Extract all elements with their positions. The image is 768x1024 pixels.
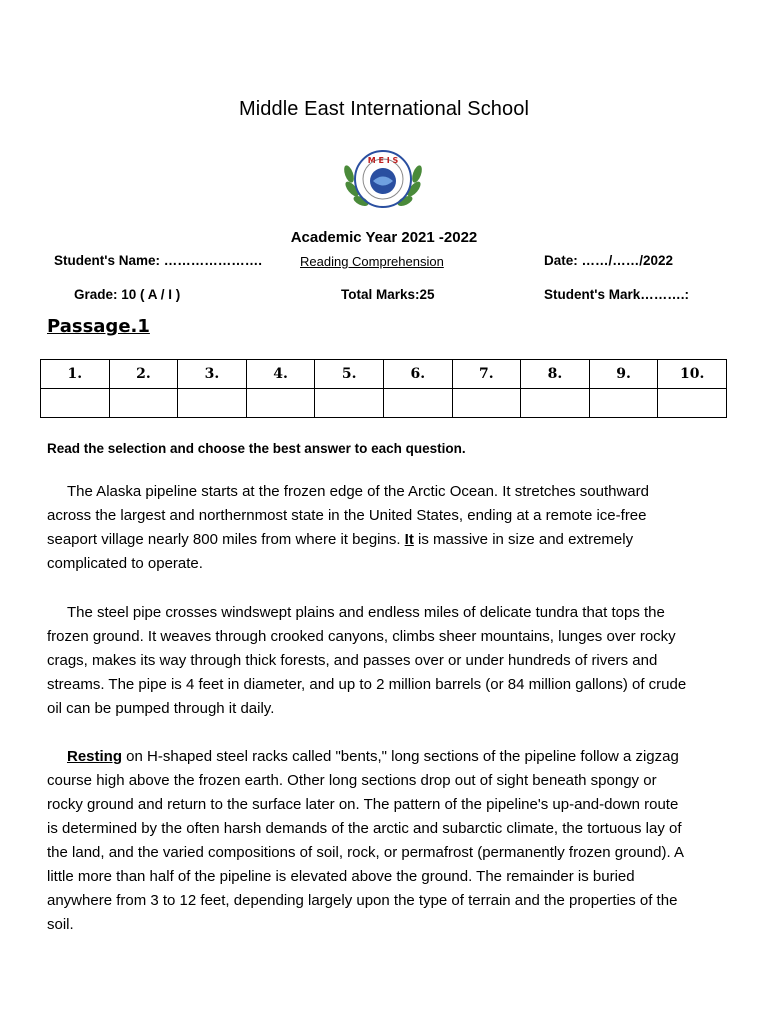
question-number: 6. — [383, 360, 452, 389]
paragraph-1 — [47, 480, 687, 576]
question-number: 3. — [178, 360, 247, 389]
answer-cell[interactable] — [315, 389, 384, 418]
question-number: 2. — [109, 360, 178, 389]
grade-label: Grade: 10 ( A / I ) — [74, 287, 181, 302]
answer-table — [40, 359, 727, 418]
question-number: 4. — [246, 360, 315, 389]
question-number: 7. — [452, 360, 521, 389]
paragraph-2-text: The steel pipe crosses windswept plains and endless miles of delicate tundra that tops the frozen ground. It weaves through crooked canyons, climbs sheer mountains, lunges over rocky crags, makes its way through thick forests, and passes over or under hundreds of rivers and streams. The pipe is 4 feet in diameter, and up to 2 million barrels (or 84 million gallons) of crude oil can be pumped through it daily. — [47, 604, 687, 717]
paragraph-1-text: The Alaska pipeline starts at the frozen edge of the Arctic Ocean. It stretches southward across the largest and northernmost state in the United States, ending at a remote ice-free seaport village nearly 800 miles from where it begins. — [47, 483, 649, 548]
svg-text:M E I S: M E I S — [367, 156, 399, 165]
school-logo — [339, 144, 427, 214]
subject-label: Reading Comprehension — [300, 254, 444, 269]
question-number: 8. — [521, 360, 590, 389]
paragraph-3 — [47, 745, 687, 937]
total-marks-label: Total Marks:25 — [341, 287, 435, 302]
question-number: 1. — [41, 360, 110, 389]
underlined-word: It — [404, 531, 414, 548]
question-number: 5. — [315, 360, 384, 389]
answer-cell[interactable] — [246, 389, 315, 418]
student-mark-label: Student's Mark……….: — [544, 287, 689, 302]
academic-year: Academic Year 2021 -2022 — [290, 229, 478, 246]
answer-cell[interactable] — [521, 389, 590, 418]
answer-cell[interactable] — [589, 389, 658, 418]
instructions: Read the selection and choose the best answer to each question. — [47, 441, 466, 456]
date-label: Date: ……/……/2022 — [544, 253, 674, 268]
question-number: 10. — [658, 360, 727, 389]
passage-title: Passage.1 — [47, 316, 150, 337]
answer-cell[interactable] — [452, 389, 521, 418]
school-name: Middle East International School — [238, 98, 530, 120]
answer-table-answer-row — [41, 389, 727, 418]
answer-cell[interactable] — [109, 389, 178, 418]
student-name-label: Student's Name: …………………. — [54, 253, 262, 268]
answer-cell[interactable] — [658, 389, 727, 418]
answer-table-header-row — [41, 360, 727, 389]
paragraph-1-text-end: is massive in size and extremely complicated to operate. — [47, 531, 634, 572]
underlined-word: Resting — [67, 748, 123, 765]
answer-cell[interactable] — [178, 389, 247, 418]
paragraph-3-text: on H-shaped steel racks called "bents," long sections of the pipeline follow a zigzag course high above the frozen earth. Other long sections drop out of sight beneath spongy or rocky ground and return to the surface later on. The pattern of the pipeline's up-and-down route is determined by the often harsh demands of the arctic and subarctic climate, the tortuous lay of the land, and the varied compositions of soil, rock, or permafrost (permanently frozen ground). A little more than half of the pipeline is elevated above the ground. The remainder is buried anywhere from 3 to 12 feet, depending largely upon the type of terrain and the properties of the soil. — [47, 748, 684, 933]
answer-cell[interactable] — [41, 389, 110, 418]
question-number: 9. — [589, 360, 658, 389]
answer-cell[interactable] — [383, 389, 452, 418]
paragraph-2 — [47, 601, 687, 721]
